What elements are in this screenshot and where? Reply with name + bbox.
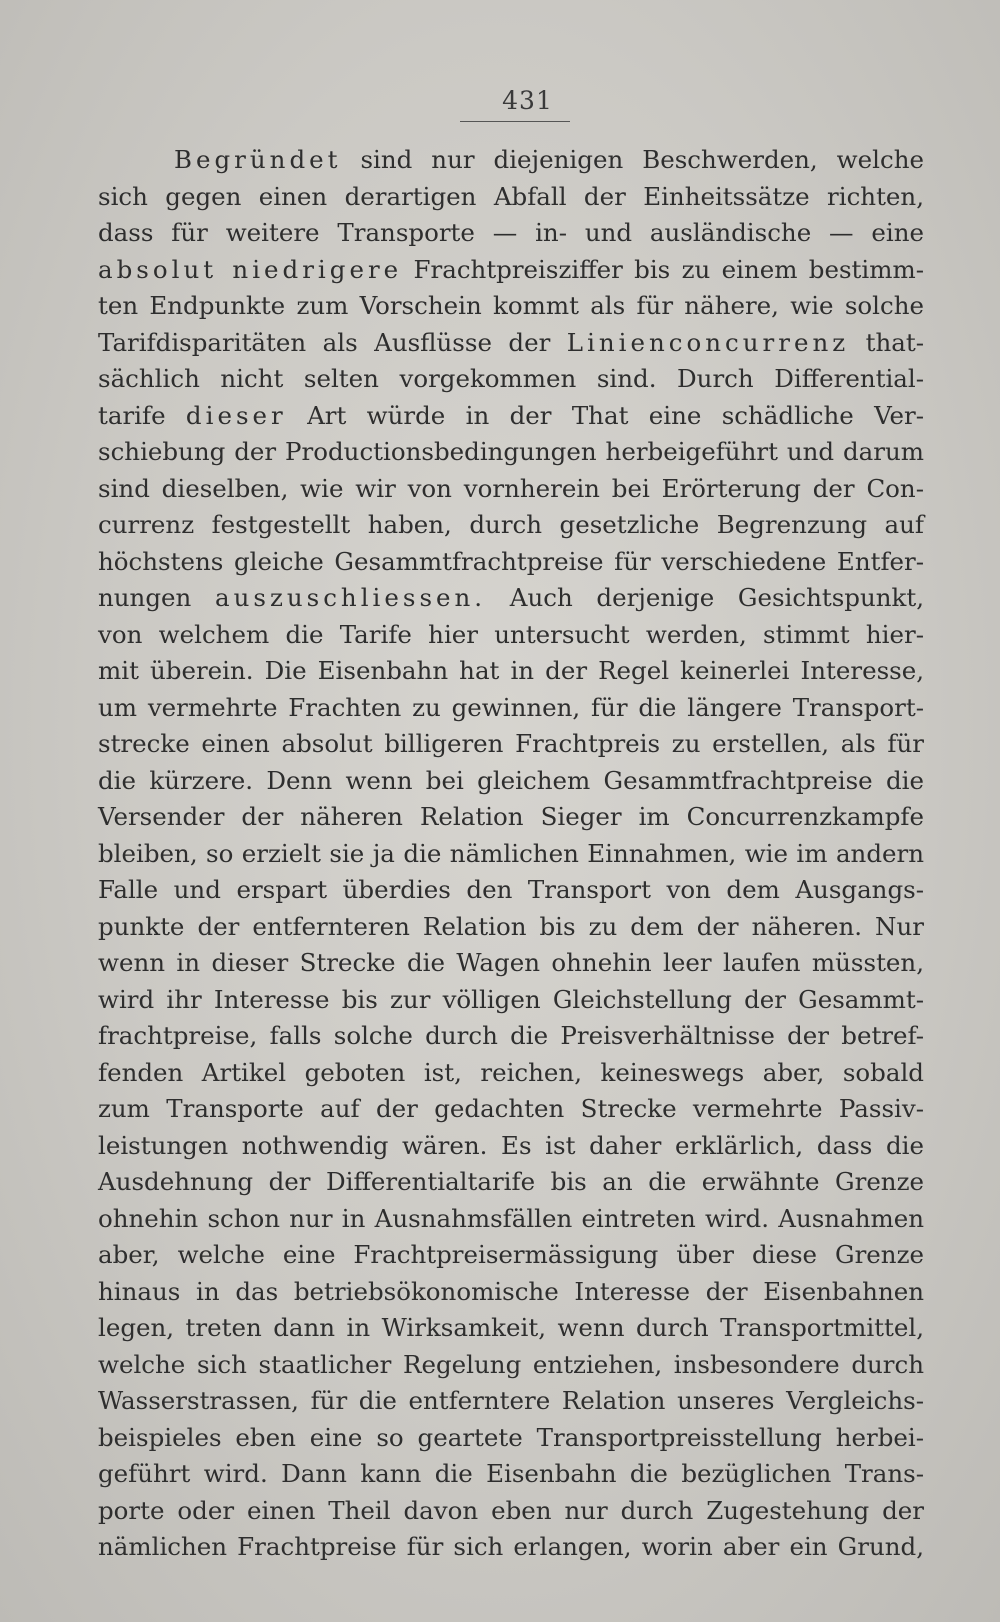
text-run: Ausdehnung der Differentialtarife bis an die erwähnte Grenze: [98, 1167, 924, 1196]
text-run: nämlichen Frachtpreise für sich erlangen, worin aber ein Grund,: [98, 1532, 924, 1561]
text-run: dass für weitere Transporte — in- und ausländische — eine: [98, 218, 924, 247]
text-line: [98, 1420, 924, 1457]
text-line: [98, 471, 924, 508]
text-run: frachtpreise, falls solche durch die Preisverhältnisse der betref-: [98, 1021, 924, 1050]
text-line: [98, 909, 924, 946]
body-text: [98, 142, 924, 1566]
text-run: zum Transporte auf der gedachten Strecke vermehrte Passiv-: [98, 1094, 924, 1123]
text-line: [98, 215, 924, 252]
emphasized-text: auszuschliessen.: [214, 583, 487, 612]
text-run: currenz festgestellt haben, durch gesetzliche Begrenzung auf: [98, 510, 924, 539]
text-line: [98, 434, 924, 471]
text-line: [98, 763, 924, 800]
text-run: Versender der näheren Relation Sieger im Concurrenzkampfe: [98, 802, 924, 831]
text-run: punkte der entfernteren Relation bis zu dem der näheren. Nur: [98, 911, 924, 941]
text-run: legen, treten dann in Wirksamkeit, wenn durch Transportmittel,: [98, 1313, 924, 1342]
emphasized-text: Begründet: [174, 145, 342, 174]
text-line: [98, 836, 924, 873]
text-run: wird ihr Interesse bis zur völligen Gleichstellung der Gesammt-: [98, 984, 924, 1014]
text-line: [98, 1456, 924, 1493]
text-line: [98, 945, 924, 982]
text-run: mit überein. Die Eisenbahn hat in der Regel keinerlei Interesse,: [98, 656, 924, 685]
text-run: sind nur diejenigen Beschwerden, welche: [341, 145, 924, 174]
text-run: um vermehrte Frachten zu gewinnen, für die längere Transport-: [98, 692, 924, 722]
text-line: [98, 544, 924, 581]
text-line: [98, 1055, 924, 1092]
text-run: Tarifdisparitäten als Ausflüsse der: [98, 327, 567, 357]
text-run: fenden Artikel geboten ist, reichen, keineswegs aber, sobald: [98, 1057, 924, 1087]
text-line: [98, 252, 924, 289]
text-line: [98, 617, 924, 654]
text-run: leistungen nothwendig wären. Es ist daher erklärlich, dass die: [98, 1130, 924, 1160]
text-run: höchstens gleiche Gesammtfrachtpreise für verschiedene Entfer-: [98, 546, 924, 576]
text-line: [98, 1201, 924, 1238]
text-run: nungen: [98, 583, 215, 612]
text-run: aber, welche eine Frachtpreisermässigung über diese Grenze: [98, 1240, 924, 1269]
text-run: welche sich staatlicher Regelung entziehen, insbesondere durch: [98, 1349, 924, 1379]
text-run: von welchem die Tarife hier untersucht werden, stimmt hier-: [98, 619, 924, 649]
text-line: [98, 982, 924, 1019]
text-line: [98, 507, 924, 544]
text-line: [98, 325, 924, 362]
text-line: [98, 1347, 924, 1384]
text-line: [98, 142, 924, 179]
text-line: [98, 1237, 924, 1274]
text-run: beispieles eben eine so geartete Transportpreisstellung herbei-: [98, 1422, 924, 1452]
text-line: [98, 361, 924, 398]
text-run: geführt wird. Dann kann die Eisenbahn die bezüglichen Trans-: [98, 1459, 924, 1488]
text-run: die kürzere. Denn wenn bei gleichem Gesammtfrachtpreise die: [98, 765, 924, 795]
text-line: [98, 1128, 924, 1165]
text-run: hinaus in das betriebsökonomische Interesse der Eisenbahnen: [98, 1276, 924, 1306]
text-line: [98, 1310, 924, 1347]
text-run: sind dieselben, wie wir von vornherein bei Erörterung der Con-: [98, 473, 924, 503]
emphasized-text: absolut niedrigere: [98, 254, 403, 284]
text-run: porte oder einen Theil davon eben nur durch Zugestehung der: [98, 1495, 924, 1525]
text-run: Falle und erspart überdies den Transport von dem Ausgangs-: [98, 875, 924, 904]
text-line: [98, 690, 924, 727]
text-line: [98, 1493, 924, 1530]
text-line: [98, 799, 924, 836]
text-run: sich gegen einen derartigen Abfall der Einheitssätze richten,: [98, 181, 924, 211]
text-run: Frachtpreisziffer bis zu einem bestimm-: [402, 254, 924, 284]
text-run: ten Endpunkte zum Vorschein kommt als für nähere, wie solche: [98, 291, 924, 320]
emphasized-text: dieser: [185, 400, 287, 430]
text-line: [98, 653, 924, 690]
text-run: sächlich nicht selten vorgekommen sind. Durch Differential-: [98, 364, 924, 393]
text-line: [98, 179, 924, 216]
text-line: [98, 872, 924, 909]
text-line: [98, 1018, 924, 1055]
text-run: tarife: [98, 400, 186, 430]
text-run: that-: [849, 327, 924, 357]
page-number: 431: [502, 86, 553, 115]
text-run: strecke einen absolut billigeren Frachtpreis zu erstellen, als für: [98, 729, 924, 758]
header-rule: [460, 121, 570, 122]
text-run: Auch derjenige Gesichtspunkt,: [486, 583, 924, 612]
text-run: bleiben, so erzielt sie ja die nämlichen Einnahmen, wie im andern: [98, 838, 924, 868]
text-run: schiebung der Productionsbedingungen herbeigeführt und darum: [98, 437, 924, 466]
text-line: [98, 580, 924, 617]
text-line: [98, 1164, 924, 1201]
text-line: [98, 726, 924, 763]
text-run: wenn in dieser Strecke die Wagen ohnehin leer laufen müssten,: [98, 948, 924, 977]
text-line: [98, 288, 924, 325]
text-line: [98, 1529, 924, 1566]
text-line: [98, 1274, 924, 1311]
text-run: Wasserstrassen, für die entferntere Relation unseres Vergleichs-: [98, 1386, 924, 1415]
text-line: [98, 398, 924, 435]
text-run: ohnehin schon nur in Ausnahmsfällen eintreten wird. Ausnahmen: [98, 1203, 924, 1233]
text-run: Art würde in der That eine schädliche Ver-: [286, 400, 925, 430]
text-line: [98, 1383, 924, 1420]
text-line: [98, 1091, 924, 1128]
emphasized-text: Linienconcurrenz: [566, 327, 850, 357]
